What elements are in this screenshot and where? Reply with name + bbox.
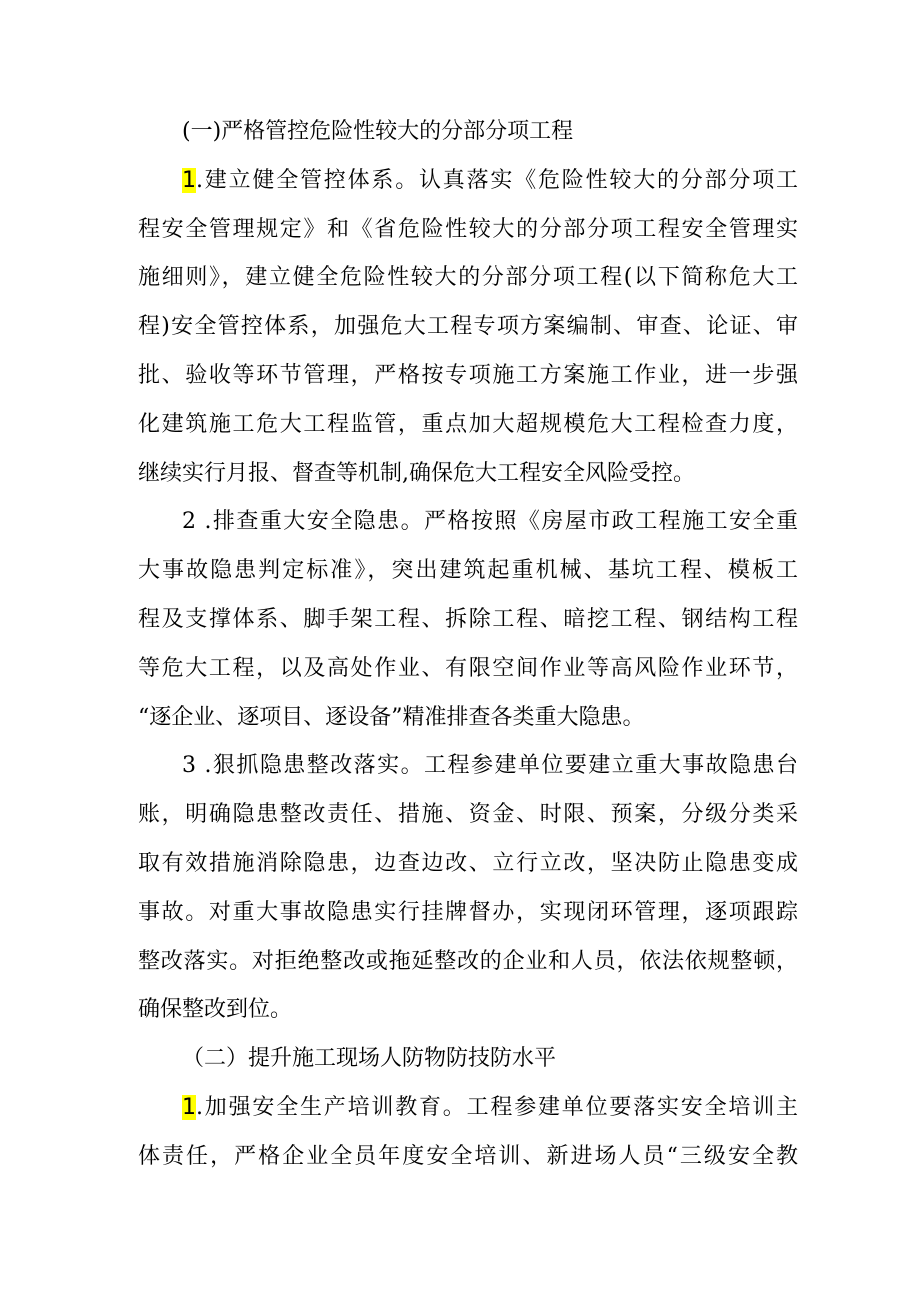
item-2-line-5: “逐企业、逐项目、逐设备”精准排查各类重大隐患。 <box>138 704 645 730</box>
item-2-line-2: 大事故隐患判定标准》，突出建筑起重机械、基坑工程、模板工 <box>138 558 798 584</box>
item-1-line-7: 继续实行月报、督查等机制,确保危大工程安全风险受控。 <box>138 460 695 486</box>
item-3-line-5: 整改落实。对拒绝整改或拖延整改的企业和人员，依法依规整顿， <box>138 948 798 974</box>
document-body <box>138 108 798 1182</box>
item-1-line-1-text: .建立健全管控体系。认真落实《危险性较大的分部分项工 <box>196 167 798 193</box>
item-3-line-1: 3 .狠抓隐患整改落实。工程参建单位要建立重大事故隐患台 <box>182 753 798 779</box>
section-two-item-1-line-2: 体责任，严格企业全员年度安全培训、新进场人员“三级安全教 <box>138 1143 798 1169</box>
item-number-highlight: 1 <box>182 1094 196 1120</box>
item-1-line-5: 批、验收等环节管理，严格按专项施工方案施工作业，进一步强 <box>138 362 798 388</box>
section-two-heading: （二）提升施工现场人防物防技防水平 <box>182 1046 557 1072</box>
item-3-line-3: 取有效措施消除隐患，边查边改、立行立改，坚决防止隐患变成 <box>138 850 798 876</box>
section-two-item-1-line-1-text: .加强安全生产培训教育。工程参建单位要落实安全培训主 <box>196 1094 798 1120</box>
item-number-highlight: 1 <box>182 167 196 193</box>
item-1-line-4: 程)安全管控体系，加强危大工程专项方案编制、审查、论证、审 <box>138 314 798 340</box>
section-one-heading: (一)严格管控危险性较大的分部分项工程 <box>182 119 574 144</box>
item-2-line-4: 等危大工程，以及高处作业、有限空间作业等高风险作业环节， <box>138 655 798 681</box>
item-1-line-2: 程安全管理规定》和《省危险性较大的分部分项工程安全管理实 <box>138 216 798 242</box>
item-1-line-3: 施细则》，建立健全危险性较大的分部分项工程(以下简称危大工 <box>138 265 798 291</box>
item-2-line-3: 程及支撑体系、脚手架工程、拆除工程、暗挖工程、钢结构工程 <box>138 606 798 632</box>
section-two-item-1-line-1 <box>138 1084 798 1133</box>
item-3-line-6: 确保整改到位。 <box>138 997 293 1023</box>
item-3-line-2: 账，明确隐患整改责任、措施、资金、时限、预案，分级分类采 <box>138 802 798 828</box>
item-1-line-1 <box>138 157 798 206</box>
item-3-line-4: 事故。对重大事故隐患实行挂牌督办，实现闭环管理，逐项跟踪 <box>138 899 798 925</box>
item-2-line-1: 2 .排查重大安全隐患。严格按照《房屋市政工程施工安全重 <box>182 509 798 535</box>
item-1-line-6: 化建筑施工危大工程监管，重点加大超规模危大工程检查力度， <box>138 411 798 437</box>
